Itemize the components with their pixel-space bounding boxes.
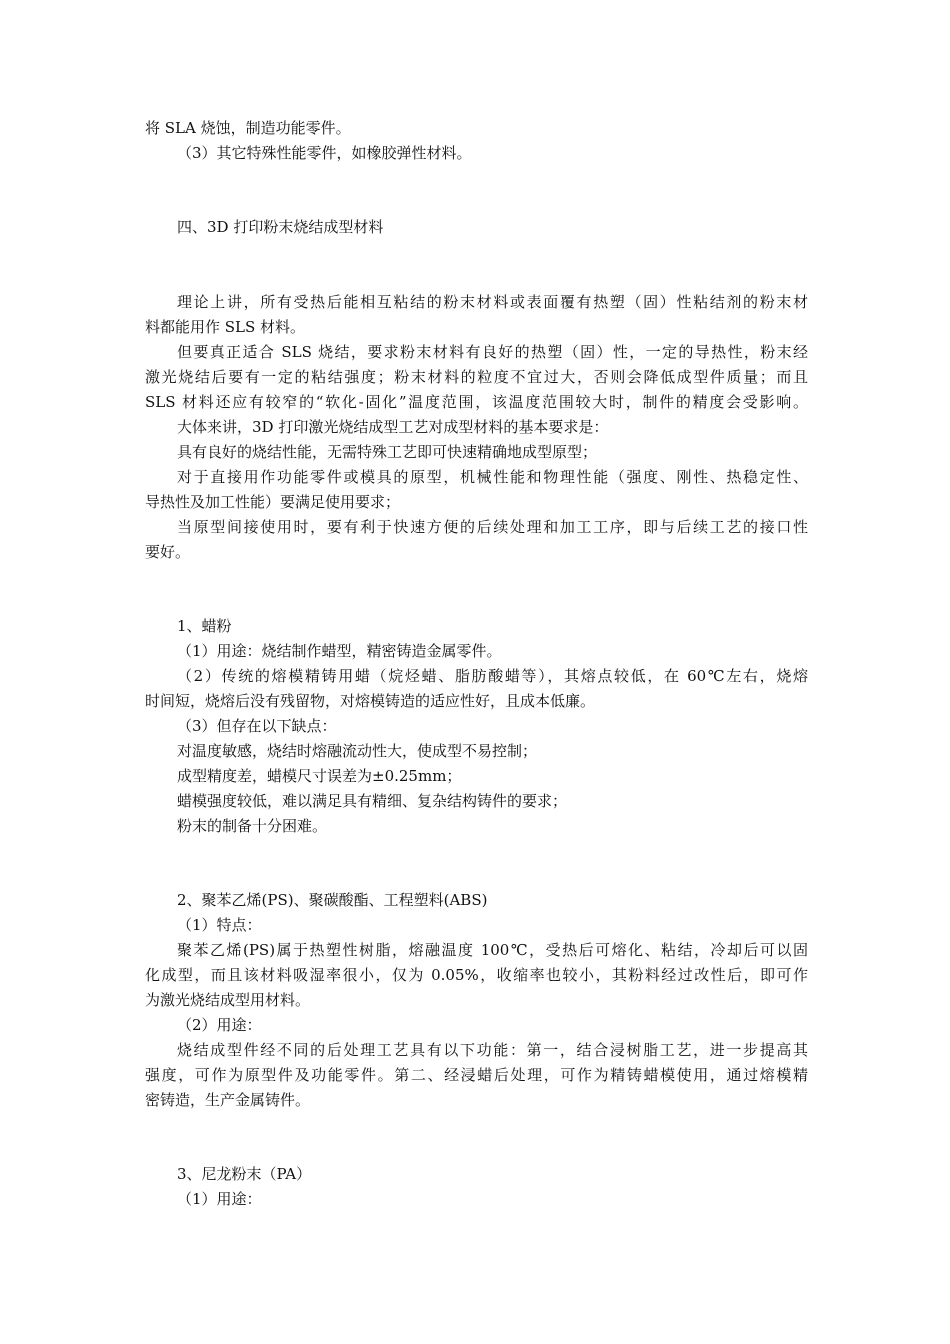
paragraph-line: 粉末的制备十分困难。 [177, 817, 328, 835]
paragraph-line: 强度，可作为原型件及功能零件。第二、经浸蜡后处理，可作为精铸蜡模使用，通过熔模精 [145, 1066, 808, 1084]
paragraph-line: 要好。 [145, 543, 191, 561]
section-heading: 3、尼龙粉末（PA） [177, 1165, 312, 1183]
paragraph-line: SLS 材料还应有较窄的“软化-固化”温度范围，该温度范围较大时，制件的精度会受影响。 [145, 393, 808, 411]
paragraph-line: 为激光烧结成型用材料。 [145, 991, 311, 1009]
text-line: 将 SLA 烧蚀，制造功能零件。 [145, 119, 351, 137]
list-item: （1）用途：烧结制作蜡型，精密铸造金属零件。 [177, 642, 502, 660]
paragraph-line: 烧结成型件经不同的后处理工艺具有以下功能：第一，结合浸树脂工艺，进一步提高其 [177, 1041, 808, 1059]
paragraph-line: 蜡模强度较低，难以满足具有精细、复杂结构铸件的要求； [177, 792, 568, 810]
paragraph-line: 激光烧结后要有一定的粘结强度；粉末材料的粒度不宜过大，否则会降低成型件质量；而且 [145, 368, 808, 386]
list-item: （1）用途： [177, 1190, 262, 1208]
paragraph-line: 时间短，烧熔后没有残留物，对熔模铸造的适应性好，且成本低廉。 [145, 692, 596, 710]
section-heading: 2、聚苯乙烯(PS)、聚碳酸酯、工程塑料(ABS) [177, 891, 488, 909]
list-item: （2）传统的熔模精铸用蜡（烷烃蜡、脂肪酸蜡等），其熔点较低，在 60℃左右，烧熔 [177, 667, 808, 685]
paragraph-line: 对温度敏感，烧结时熔融流动性大，使成型不易控制； [177, 742, 538, 760]
paragraph-line: 具有良好的烧结性能，无需特殊工艺即可快速精确地成型原型； [177, 443, 598, 461]
paragraph-line: 大体来讲，3D 打印激光烧结成型工艺对成型材料的基本要求是： [177, 418, 609, 436]
list-item: （1）特点： [177, 916, 262, 934]
paragraph-line: 对于直接用作功能零件或模具的原型，机械性能和物理性能（强度、刚性、热稳定性、 [177, 468, 808, 486]
section-heading: 1、蜡粉 [177, 617, 232, 635]
paragraph-line: 当原型间接使用时，要有利于快速方便的后续处理和加工工序，即与后续工艺的接口性 [177, 518, 808, 536]
paragraph-line: 聚苯乙烯(PS)属于热塑性树脂，熔融温度 100℃，受热后可熔化、粘结，冷却后可以固 [177, 941, 808, 959]
paragraph-line: 但要真正适合 SLS 烧结，要求粉末材料有良好的热塑（固）性，一定的导热性，粉末经 [177, 343, 808, 361]
paragraph-line: 理论上讲，所有受热后能相互粘结的粉末材料或表面覆有热塑（固）性粘结剂的粉末材 [177, 293, 808, 311]
list-item: （3）其它特殊性能零件，如橡胶弹性材料。 [177, 144, 472, 162]
section-heading: 四、3D 打印粉末烧结成型材料 [177, 218, 384, 236]
paragraph-line: 化成型，而且该材料吸湿率很小，仅为 0.05%，收缩率也较小，其粉料经过改性后，即可作 [145, 966, 808, 984]
paragraph-line: 料都能用作 SLS 材料。 [145, 318, 306, 336]
paragraph-line: 密铸造，生产金属铸件。 [145, 1091, 311, 1109]
paragraph-line: 导热性及加工性能）要满足使用要求； [145, 493, 401, 511]
paragraph-line: 成型精度差，蜡模尺寸误差为±0.25mm； [177, 767, 462, 785]
list-item: （2）用途： [177, 1016, 262, 1034]
list-item: （3）但存在以下缺点： [177, 717, 337, 735]
